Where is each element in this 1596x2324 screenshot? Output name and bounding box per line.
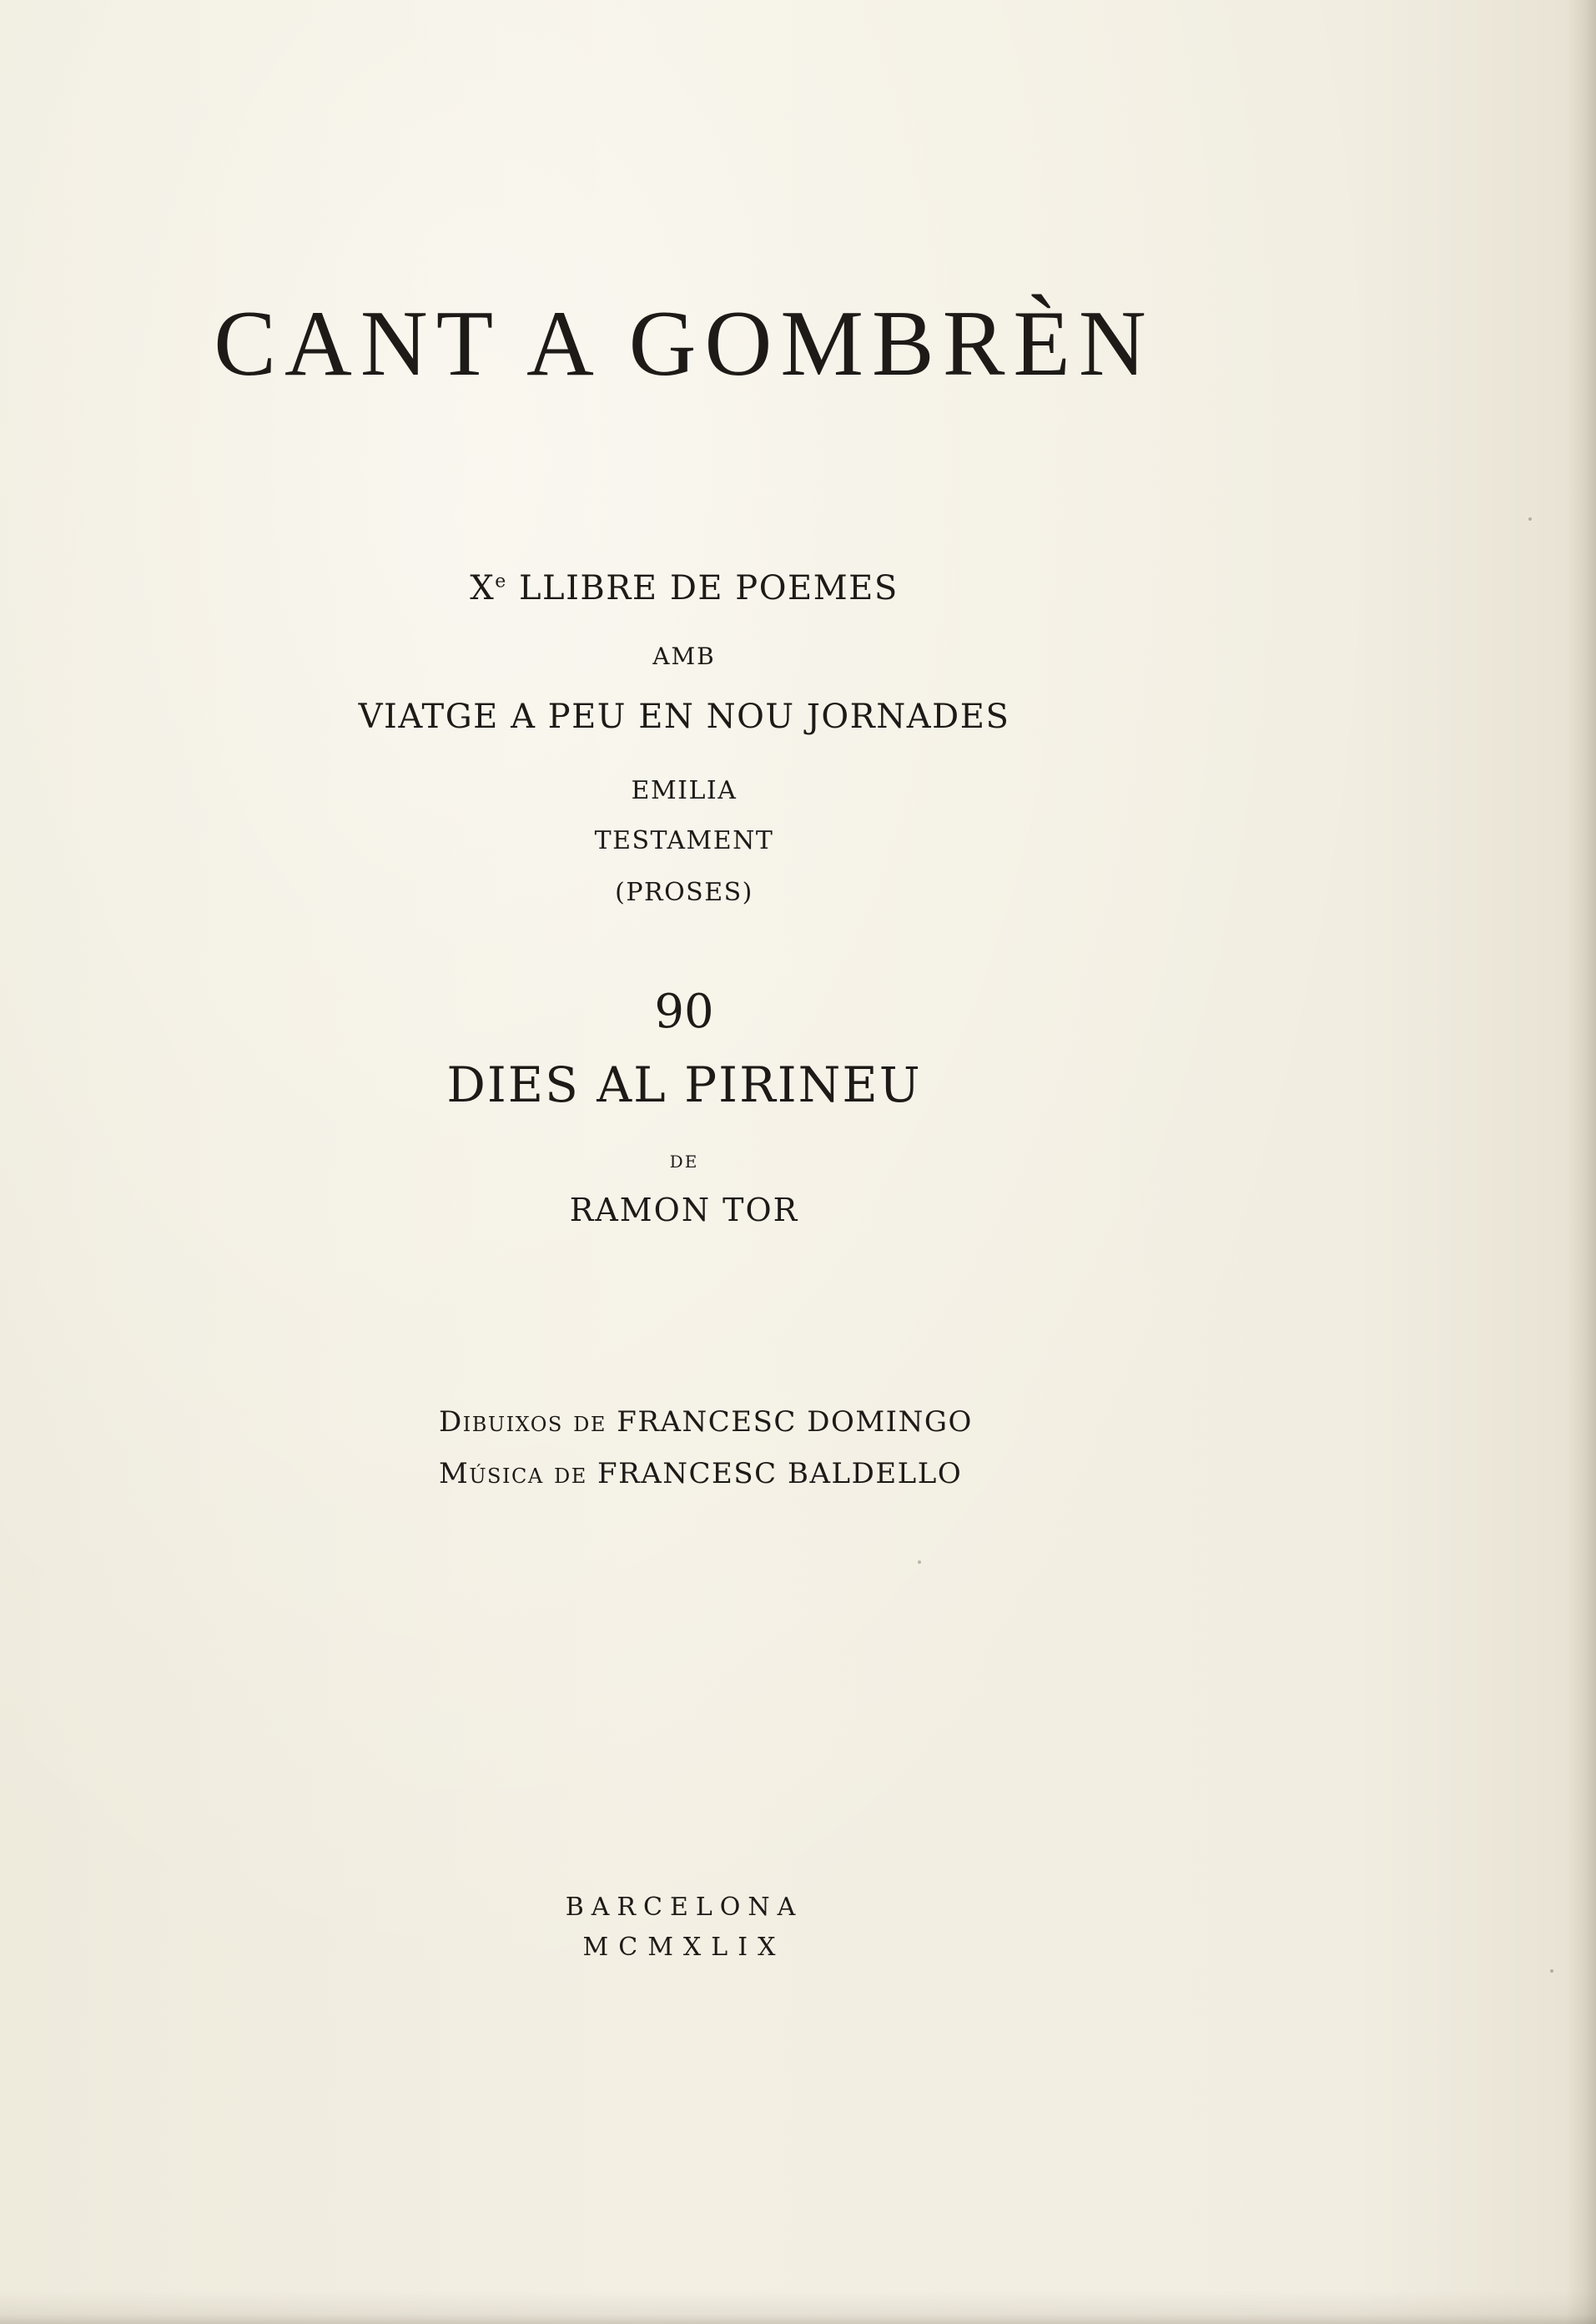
imprint-place: BARCELONA	[565, 1893, 803, 1922]
emilia-line: EMILIA	[631, 776, 738, 805]
book-title: CANT A GOMBRÈN	[214, 292, 1155, 396]
series-superscript: e	[495, 571, 507, 592]
viatge-line: VIATGE A PEU EN NOU JORNADES	[358, 698, 1010, 736]
author-name: RAMON TOR	[569, 1192, 799, 1228]
page-bottom-edge-shadow	[0, 2291, 1596, 2324]
dies-al-pirineu-line: DIES AL PIRINEU	[446, 1056, 922, 1113]
credit-music-prefix: Música de	[439, 1457, 587, 1490]
paper-speck	[1550, 1969, 1553, 1973]
paper-speck	[918, 1560, 921, 1564]
proses-line: (PROSES)	[615, 878, 753, 907]
paper-speck	[1528, 517, 1532, 521]
series-rest: LLIBRE DE POEMES	[506, 569, 899, 607]
testament-line: TESTAMENT	[594, 826, 774, 855]
credit-music	[439, 1457, 1023, 1490]
amb-line: AMB	[652, 643, 716, 670]
credit-drawings-prefix: Dibuixos de	[439, 1405, 607, 1439]
page-right-edge-shadow	[1566, 0, 1596, 2324]
series-prefix: X	[470, 569, 496, 607]
number-line: 90	[654, 985, 714, 1039]
de-line: DE	[669, 1152, 699, 1172]
imprint-year: MCMXLIX	[582, 1933, 786, 1962]
credit-drawings-name: FRANCESC DOMINGO	[617, 1405, 973, 1439]
series-line	[334, 569, 1035, 607]
credit-music-name: FRANCESC BALDELLO	[597, 1457, 963, 1490]
credit-drawings	[439, 1405, 1023, 1439]
